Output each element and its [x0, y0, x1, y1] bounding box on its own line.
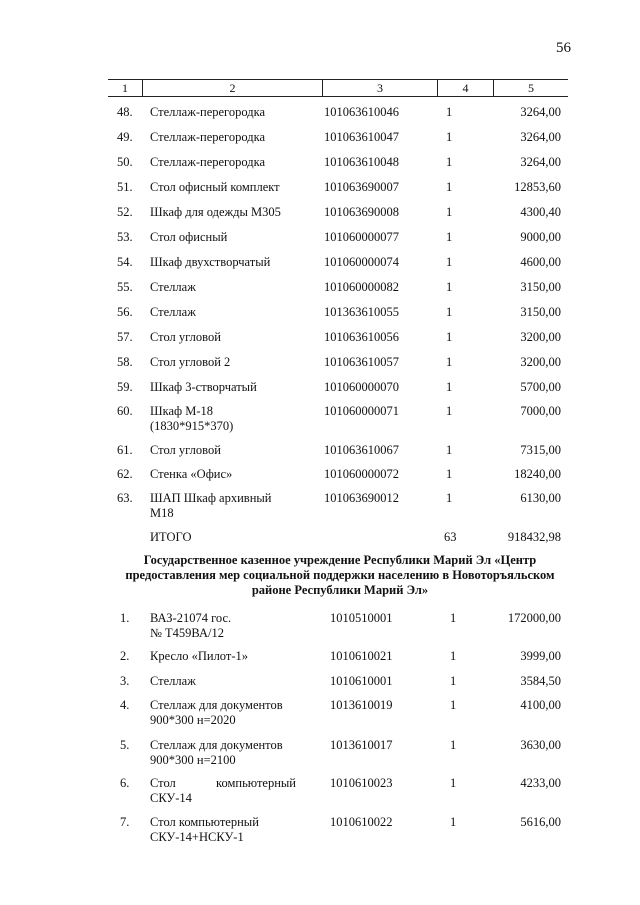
column-header-5: 5 [528, 81, 534, 95]
item-name-line-1: Стеллаж для документов [150, 738, 283, 752]
row-number: 57. [117, 330, 133, 344]
quantity: 1 [446, 467, 453, 481]
item-name-line-1: Стеллаж для документов [150, 698, 283, 712]
item-name-line-1 [150, 776, 296, 791]
row-number: 56. [117, 305, 133, 319]
column-header-4: 4 [462, 81, 469, 95]
quantity: 1 [446, 330, 453, 344]
item-name: Стеллаж [150, 305, 196, 319]
item-name-line-2: М18 [150, 506, 174, 520]
total-label: ИТОГО [150, 530, 192, 544]
cost: 4233,00 [520, 776, 561, 790]
inventory-number: 101060000071 [324, 404, 399, 418]
inventory-number: 101063690012 [324, 491, 399, 505]
item-name-line-2: 900*300 н=2020 [150, 713, 236, 727]
quantity: 1 [446, 443, 453, 457]
quantity: 1 [450, 698, 457, 712]
inventory-number: 101063690008 [324, 205, 399, 219]
item-name-line-1: Стол компьютерный [150, 815, 259, 829]
quantity: 1 [450, 776, 457, 790]
quantity: 1 [446, 105, 453, 119]
cost: 3264,00 [520, 130, 561, 144]
cost: 3264,00 [520, 105, 561, 119]
quantity: 1 [446, 404, 453, 418]
inventory-number: 101060000074 [324, 255, 399, 269]
quantity: 1 [446, 130, 453, 144]
cost: 7000,00 [520, 404, 561, 418]
cost: 3150,00 [520, 280, 561, 294]
quantity: 1 [446, 205, 453, 219]
item-name [150, 491, 310, 521]
cost: 6130,00 [520, 491, 561, 505]
item-name: Стенка «Офис» [150, 467, 233, 481]
row-number: 49. [117, 130, 133, 144]
quantity: 1 [450, 649, 457, 663]
item-name [150, 776, 310, 806]
row-number: 53. [117, 230, 133, 244]
item-name: Стол угловой 2 [150, 355, 231, 369]
item-name [150, 738, 310, 768]
inventory-number: 101063610047 [324, 130, 399, 144]
inventory-number: 101060000082 [324, 280, 399, 294]
section-title-line-3: районе Республики Марий Эл» [251, 583, 429, 597]
inventory-number: 1013610019 [330, 698, 393, 712]
item-name-word: Стол [150, 776, 176, 790]
inventory-number: 1010610021 [330, 649, 393, 663]
item-name [150, 815, 310, 845]
item-name: Шкаф двухстворчатый [150, 255, 271, 269]
page-number: 56 [556, 40, 571, 56]
cost: 7315,00 [520, 443, 561, 457]
quantity: 1 [450, 738, 457, 752]
row-number: 62. [117, 467, 133, 481]
quantity: 1 [446, 155, 453, 169]
item-name-line-1: ВАЗ-21074 гос. [150, 611, 232, 625]
inventory-number: 1010610023 [330, 776, 393, 790]
inventory-number: 1013610017 [330, 738, 393, 752]
quantity: 1 [446, 255, 453, 269]
column-header-1: 1 [122, 81, 128, 95]
column-header-row [108, 79, 568, 97]
cost: 3200,00 [520, 330, 561, 344]
item-name: Стеллаж [150, 280, 196, 294]
item-name-line-1: ШАП Шкаф архивный [150, 491, 272, 505]
row-number: 54. [117, 255, 133, 269]
inventory-number: 101060000070 [324, 380, 399, 394]
row-number: 55. [117, 280, 133, 294]
cost: 4300,40 [520, 205, 561, 219]
item-name: Шкаф 3-створчатый [150, 380, 257, 394]
cost: 12853,60 [514, 180, 561, 194]
quantity: 1 [446, 180, 453, 194]
inventory-number: 101063610048 [324, 155, 399, 169]
cost: 18240,00 [514, 467, 561, 481]
item-name: Стол угловой [150, 443, 221, 457]
item-name: Стеллаж-перегородка [150, 105, 266, 119]
inventory-number: 101063610046 [324, 105, 399, 119]
cost: 9000,00 [520, 230, 561, 244]
cost: 5700,00 [520, 380, 561, 394]
row-number: 58. [117, 355, 133, 369]
item-name: Кресло «Пилот-1» [150, 649, 249, 663]
row-number: 7. [120, 815, 130, 829]
row-number: 61. [117, 443, 133, 457]
item-name [150, 611, 310, 641]
item-name-line-1: Шкаф М-18 [150, 404, 214, 418]
inventory-number: 1010610022 [330, 815, 393, 829]
row-number: 5. [120, 738, 130, 752]
row-number: 50. [117, 155, 133, 169]
cost: 3200,00 [520, 355, 561, 369]
inventory-number: 101363610055 [324, 305, 399, 319]
item-name: Стеллаж [150, 674, 196, 688]
quantity: 1 [446, 491, 453, 505]
item-name: Шкаф для одежды М305 [150, 205, 281, 219]
item-name: Стол офисный комплект [150, 180, 280, 194]
quantity: 1 [446, 305, 453, 319]
quantity: 1 [446, 280, 453, 294]
inventory-number: 101063610056 [324, 330, 399, 344]
cost: 3264,00 [520, 155, 561, 169]
item-name-line-2: 900*300 н=2100 [150, 753, 236, 767]
item-name-line-2: (1830*915*370) [150, 419, 234, 433]
item-name-line-2: № Т459ВА/12 [150, 626, 224, 640]
quantity: 1 [446, 230, 453, 244]
inventory-number: 101060000072 [324, 467, 399, 481]
cost: 3150,00 [520, 305, 561, 319]
total-quantity: 63 [444, 530, 457, 544]
column-header-3: 3 [377, 81, 383, 95]
total-cost: 918432,98 [507, 530, 561, 544]
section-title-line-1: Государственное казенное учреждение Республики Марий Эл «Центр [143, 553, 537, 567]
row-number: 60. [117, 404, 133, 418]
item-name-line-2: СКУ-14+НСКУ-1 [150, 830, 244, 844]
row-number: 63. [117, 491, 133, 505]
item-name: Стол угловой [150, 330, 221, 344]
row-number: 59. [117, 380, 133, 394]
column-header-2: 2 [229, 81, 236, 95]
cost: 3999,00 [520, 649, 561, 663]
section-title-line-2: предоставления мер социальной поддержки населению в Новоторъяльском [125, 568, 555, 582]
row-number: 52. [117, 205, 133, 219]
item-name [150, 404, 310, 434]
item-name: Стол офисный [150, 230, 228, 244]
inventory-number: 101063610057 [324, 355, 399, 369]
item-name [150, 698, 310, 728]
item-name: Стеллаж-перегородка [150, 130, 266, 144]
quantity: 1 [450, 815, 457, 829]
quantity: 1 [446, 380, 453, 394]
row-number: 48. [117, 105, 133, 119]
inventory-number: 101060000077 [324, 230, 399, 244]
cost: 5616,00 [520, 815, 561, 829]
row-number: 2. [120, 649, 130, 663]
row-number: 1. [120, 611, 130, 625]
cost: 3630,00 [520, 738, 561, 752]
item-name: Стеллаж-перегородка [150, 155, 266, 169]
quantity: 1 [446, 355, 453, 369]
row-number: 6. [120, 776, 130, 790]
row-number: 51. [117, 180, 133, 194]
inventory-number: 1010510001 [330, 611, 393, 625]
quantity: 1 [450, 674, 457, 688]
inventory-number: 1010610001 [330, 674, 393, 688]
cost: 172000,00 [507, 611, 561, 625]
cost: 4600,00 [520, 255, 561, 269]
quantity: 1 [450, 611, 457, 625]
cost: 3584,50 [520, 674, 561, 688]
inventory-number: 101063690007 [324, 180, 399, 194]
section-title [110, 553, 570, 598]
cost: 4100,00 [520, 698, 561, 712]
row-number: 4. [120, 698, 130, 712]
inventory-number: 101063610067 [324, 443, 399, 457]
row-number: 3. [120, 674, 130, 688]
item-name-word: компьютерный [216, 776, 296, 790]
item-name-line-2: СКУ-14 [150, 791, 192, 805]
